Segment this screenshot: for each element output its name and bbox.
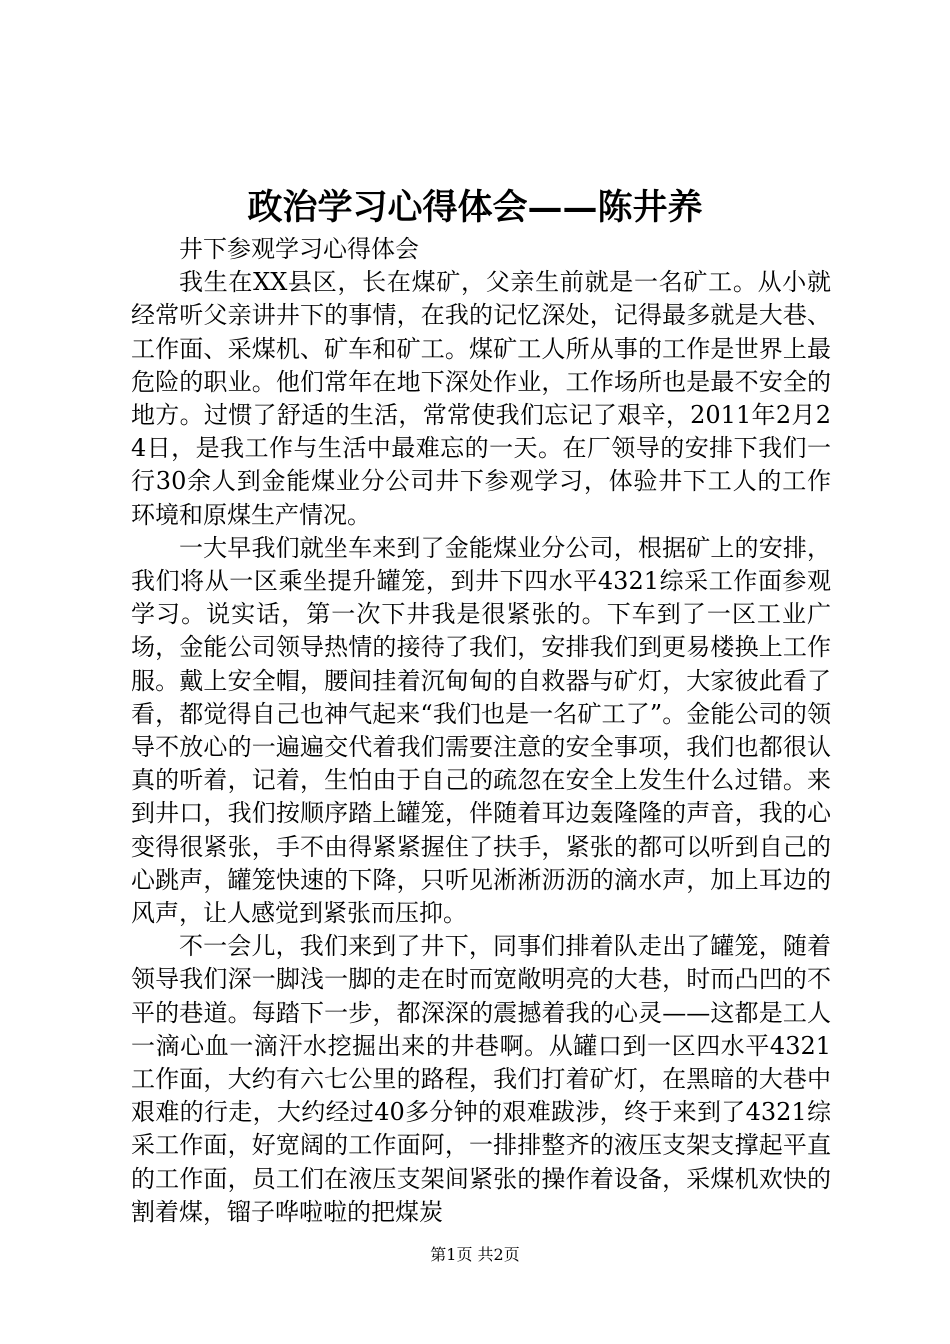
paragraph-subtitle: 井下参观学习心得体会 [179,235,419,263]
paragraph-1: 我生在XX县区，长在煤矿，父亲生前就是一名矿工。从小就经常听父亲讲井下的事情，在我的记忆深处，记得最多就是大巷、工作面、采煤机、矿车和矿工。煤矿工人所从事的工作是世界上最危险的职业。他们常年在地下深处作业，工作场所也是最不安全的地方。过惯了舒适的生活，常常使我们忘记了艰辛，2011年2月24日，是我工作与生活中最难忘的一天。在厂领导的安排下我们一行30余人到金能煤业分公司井下参观学习，体验井下工人的工作环境和原煤生产情况。 [131,268,831,529]
document-title: 政治学习心得体会——陈井养 [247,187,703,228]
document-body [131,233,831,1229]
paragraph-2: 一大早我们就坐车来到了金能煤业分公司，根据矿上的安排，我们将从一区乘坐提升罐笼，到井下四水平4321综采工作面参观学习。说实话，第一次下井我是很紧张的。下车到了一区工业广场，金能公司领导热情的接待了我们，安排我们到更易楼换上工作服。戴上安全帽，腰间挂着沉甸甸的自救器与矿灯，大家彼此看了看，都觉得自己也神气起来“我们也是一名矿工了”。金能公司的领导不放心的一遍遍交代着我们需要注意的安全事项，我们也都很认真的听着，记着，生怕由于自己的疏忽在安全上发生什么过错。来到井口，我们按顺序踏上罐笼，伴随着耳边轰隆隆的声音，我的心变得很紧张，手不由得紧紧握住了扶手，紧张的都可以听到自己的心跳声，罐笼快速的下降，只听见淅淅沥沥的滴水声，加上耳边的风声，让人感觉到紧张而压抑。 [131,533,831,928]
page-footer: 第1页 共2页 [430,1245,520,1264]
paragraph-3: 不一会儿，我们来到了井下，同事们排着队走出了罐笼，随着领导我们深一脚浅一脚的走在时而宽敞明亮的大巷，时而凸凹的不平的巷道。每踏下一步，都深深的震撼着我的心灵——这都是工人一滴心血一滴汗水挖掘出来的井巷啊。从罐口到一区四水平4321工作面，大约有六七公里的路程，我们打着矿灯，在黑暗的大巷中艰难的行走，大约经过40多分钟的艰难跋涉，终于来到了4321综采工作面，好宽阔的工作面阿，一排排整齐的液压支架支撑起平直的工作面，员工们在液压支架间紧张的操作着设备，采煤机欢快的割着煤，镏子哗啦啦的把煤炭 [131,932,831,1226]
